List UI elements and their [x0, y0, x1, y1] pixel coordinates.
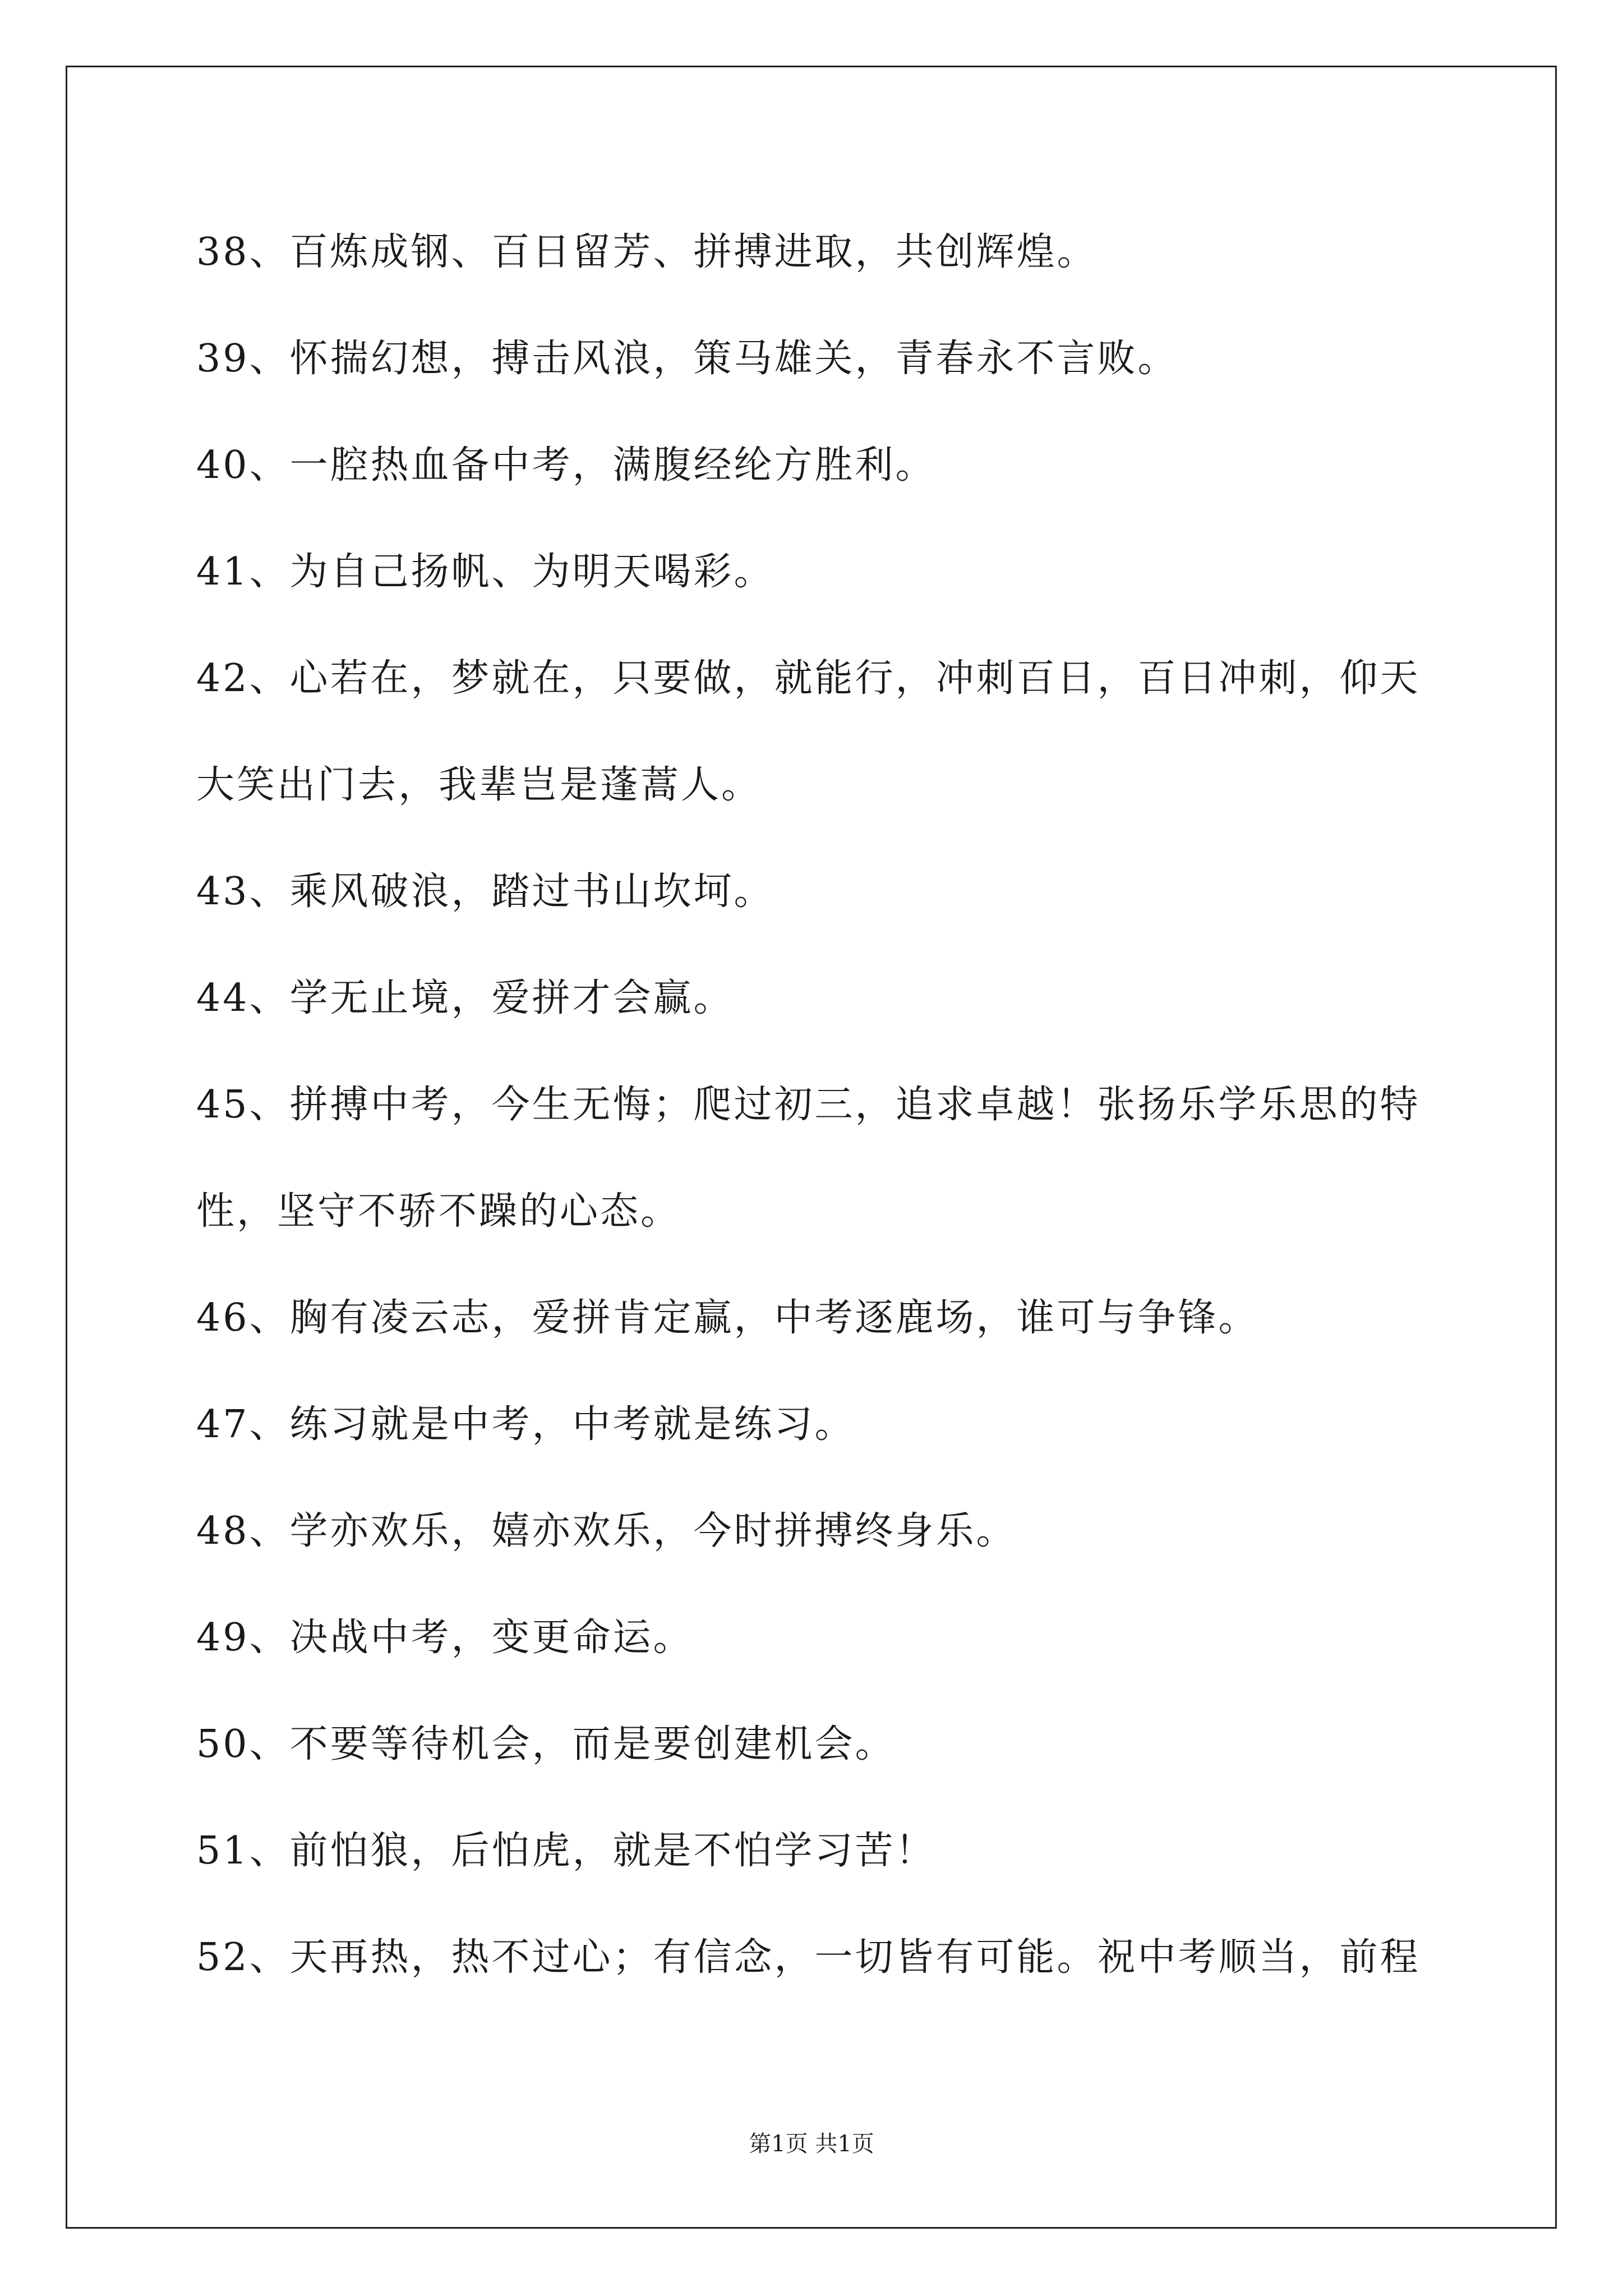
text-line: 40、一腔热血备中考，满腹经纶方胜利。 — [196, 443, 936, 487]
text-line: 性，坚守不骄不躁的心态。 — [196, 1189, 681, 1234]
text-line: 49、决战中考，变更命运。 — [196, 1616, 694, 1660]
text-line: 52、天再热，热不过心；有信念，一切皆有可能。祝中考顺当，前程 — [196, 1935, 1421, 1980]
text-line: 42、心若在，梦就在，只要做，就能行，冲刺百日，百日冲刺，仰天 — [196, 656, 1421, 701]
text-line: 51、前怕狼，后怕虎，就是不怕学习苦！ — [196, 1829, 936, 1873]
text-line: 50、不要等待机会，而是要创建机会。 — [196, 1722, 896, 1766]
text-line: 45、拼搏中考，今生无悔；爬过初三，追求卓越！张扬乐学乐思的特 — [196, 1083, 1421, 1127]
text-line: 41、为自己扬帆、为明天喝彩。 — [196, 550, 774, 594]
text-line: 43、乘风破浪，踏过书山坎坷。 — [196, 869, 774, 914]
document-body — [196, 227, 1430, 2039]
text-line: 44、学无止境，爱拼才会赢。 — [196, 976, 734, 1020]
text-line: 39、怀揣幻想，搏击风浪，策马雄关，青春永不言败。 — [196, 337, 1178, 381]
text-line: 47、练习就是中考，中考就是练习。 — [196, 1402, 855, 1447]
text-line: 大笑出门去，我辈岂是蓬蒿人。 — [196, 763, 762, 807]
text-line: 48、学亦欢乐，嬉亦欢乐，今时拼搏终身乐。 — [196, 1509, 1017, 1553]
text-line: 38、百炼成钢、百日留芳、拼搏进取，共创辉煌。 — [196, 230, 1098, 274]
text-line: 46、胸有凌云志，爱拼肯定赢，中考逐鹿场，谁可与争锋。 — [196, 1296, 1259, 1340]
page-number-footer: 第1页 共1页 — [749, 2131, 874, 2157]
